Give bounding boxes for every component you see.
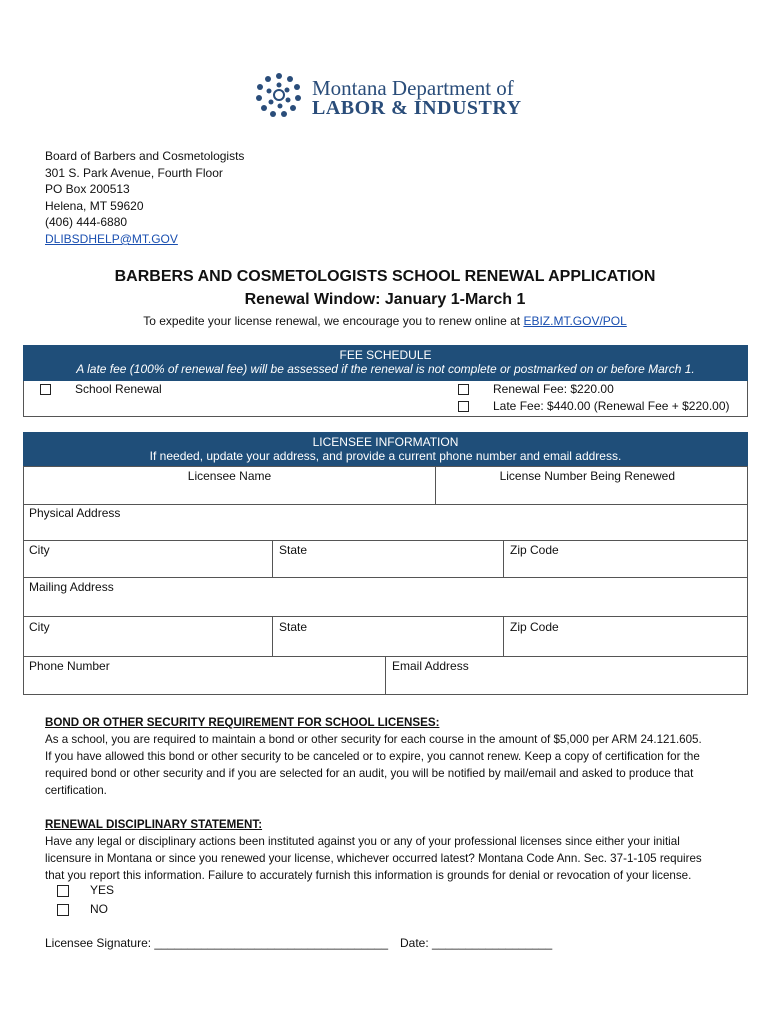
- physical-address-field[interactable]: [23, 504, 748, 541]
- board-email-link[interactable]: DLIBSDHELP@MT.GOV: [45, 231, 178, 246]
- city-field[interactable]: [23, 540, 273, 578]
- email-address-label: Email Address: [392, 659, 469, 673]
- renewal-window: Renewal Window: January 1-March 1: [244, 291, 526, 308]
- mailing-city-label: City: [29, 620, 50, 634]
- school-renewal-label: School Renewal: [75, 382, 162, 396]
- date-line[interactable]: Date: __________________: [400, 936, 553, 950]
- late-fee-label: Late Fee: $440.00 (Renewal Fee + $220.00): [493, 399, 730, 413]
- disciplinary-heading: RENEWAL DISCIPLINARY STATEMENT:: [45, 818, 263, 831]
- licensee-info-header: [23, 432, 748, 466]
- logo-line-1: Montana Department of: [312, 76, 514, 100]
- zip-code-label: Zip Code: [510, 543, 559, 557]
- fee-schedule-title: FEE SCHEDULE: [339, 348, 432, 362]
- expedite-note: [0, 314, 770, 328]
- board-phone: (406) 444-6880: [45, 215, 128, 230]
- disciplinary-section: [45, 816, 735, 884]
- board-address: [45, 148, 244, 248]
- license-number-label: License Number Being Renewed: [499, 469, 675, 483]
- yes-checkbox[interactable]: [57, 885, 69, 897]
- late-fee-note: A late fee (100% of renewal fee) will be assessed if the renewal is not complete or postmarked on or before March 1.: [76, 362, 695, 376]
- mailing-city-field[interactable]: [23, 616, 273, 657]
- disciplinary-text-line-2: licensure in Montana or since you renewed your license, whichever occurred latest? Montana Code Ann. Sec. 37-1-105 requires: [45, 852, 702, 865]
- online-renewal-link[interactable]: EBIZ.MT.GOV/POL: [523, 314, 627, 328]
- school-renewal-checkbox[interactable]: [40, 384, 51, 395]
- licensee-info-title: LICENSEE INFORMATION: [312, 435, 459, 449]
- renewal-fee-label: Renewal Fee: $220.00: [493, 382, 614, 396]
- signature-line[interactable]: Licensee Signature: ___________________________________: [45, 936, 388, 950]
- bond-section: [45, 714, 735, 799]
- expedite-text: To expedite your license renewal, we encourage you to renew online at: [143, 314, 524, 328]
- mailing-address-label: Mailing Address: [29, 580, 114, 594]
- state-label: State: [279, 543, 308, 557]
- board-name: Board of Barbers and Cosmetologists: [45, 149, 245, 163]
- street-address: 301 S. Park Avenue, Fourth Floor: [45, 165, 223, 180]
- city-state-zip: Helena, MT 59620: [45, 198, 144, 213]
- no-checkbox[interactable]: [57, 904, 69, 916]
- mailing-state-label: State: [279, 620, 308, 634]
- department-logo: [256, 70, 526, 126]
- fee-schedule-header: [23, 345, 748, 381]
- licensee-info-subtitle: If needed, update your address, and provide a current phone number and email address.: [149, 449, 622, 463]
- licensee-name-label: Licensee Name: [187, 469, 272, 483]
- city-label: City: [29, 543, 50, 557]
- mailing-zip-code-label: Zip Code: [510, 620, 559, 634]
- mailing-address-field[interactable]: [23, 577, 748, 617]
- physical-address-label: Physical Address: [29, 506, 121, 520]
- renewal-fee-checkbox[interactable]: [458, 384, 469, 395]
- yes-label: YES: [90, 883, 115, 897]
- logo-line-2: LABOR & INDUSTRY: [312, 97, 522, 119]
- disciplinary-text-line-3: that you report this information. Failure to accurately furnish this information is grounds for denial or revocation of your license.: [45, 869, 692, 882]
- bond-heading: BOND OR OTHER SECURITY REQUIREMENT FOR SCHOOL LICENSES:: [45, 716, 440, 729]
- seal-icon: [256, 72, 302, 118]
- bond-text-line-1: As a school, you are required to maintain a bond or other security for each course in the amount of $5,000 per ARM 24.121.605.: [45, 733, 702, 746]
- bond-text-line-2: If you have allowed this bond or other security to be canceled or to expire, you cannot renew. Keep a copy of certification for the: [45, 750, 700, 763]
- form-title: BARBERS AND COSMETOLOGISTS SCHOOL RENEWAL APPLICATION: [114, 268, 656, 285]
- po-box: PO Box 200513: [45, 182, 130, 197]
- late-fee-checkbox[interactable]: [458, 401, 469, 412]
- phone-number-label: Phone Number: [29, 659, 110, 673]
- bond-text-line-4: certification.: [45, 784, 107, 797]
- disciplinary-text-line-1: Have any legal or disciplinary actions been instituted against you or any of your professional licenses since either your initial: [45, 835, 680, 848]
- no-label: NO: [90, 902, 108, 916]
- bond-text-line-3: required bond or other security and if you are selected for an audit, you will be notified by mail/email and asked to produce that: [45, 767, 694, 780]
